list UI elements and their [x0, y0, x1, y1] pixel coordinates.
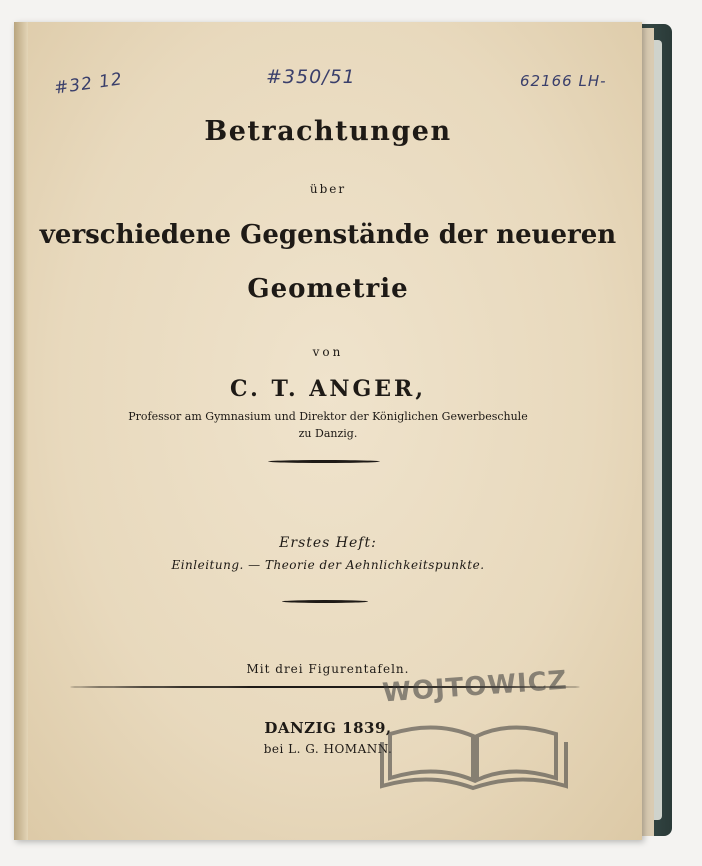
title-line-1: Betrachtungen [204, 116, 452, 147]
subtitle: Einleitung. — Theorie der Aehnlichkeitspunkte. [171, 558, 485, 572]
title-line-2: über [309, 182, 347, 196]
plates-note: Mit drei Figurentafeln. [246, 662, 410, 676]
title-line-3: verschiedene Gegenstände der neueren [39, 220, 617, 250]
publisher: bei L. G. HOMANN. [263, 742, 393, 756]
ornamental-rule-2 [282, 600, 368, 603]
handwritten-note-left: #32 12 [52, 69, 124, 99]
imprint-place-year: DANZIG 1839, [264, 719, 392, 737]
title-line-4: Geometrie [247, 274, 409, 304]
affiliation-line-2: zu Danzig. [298, 427, 358, 440]
open-book-icon [360, 672, 590, 802]
issue-label: Erstes Heft: [279, 535, 377, 551]
handwritten-note-middle: #350/51 [266, 66, 356, 88]
handwritten-note-right: 62166 LH- [520, 72, 607, 90]
author-name: C. T. ANGER, [230, 376, 426, 402]
by-label: von [312, 345, 344, 359]
watermark-stamp [360, 665, 590, 802]
watermark-text: WOJTOWICZ [381, 665, 569, 709]
affiliation-line-1: Professor am Gymnasium und Direktor der Königlichen Gewerbeschule [128, 410, 528, 423]
ornamental-rule-1 [268, 460, 380, 463]
